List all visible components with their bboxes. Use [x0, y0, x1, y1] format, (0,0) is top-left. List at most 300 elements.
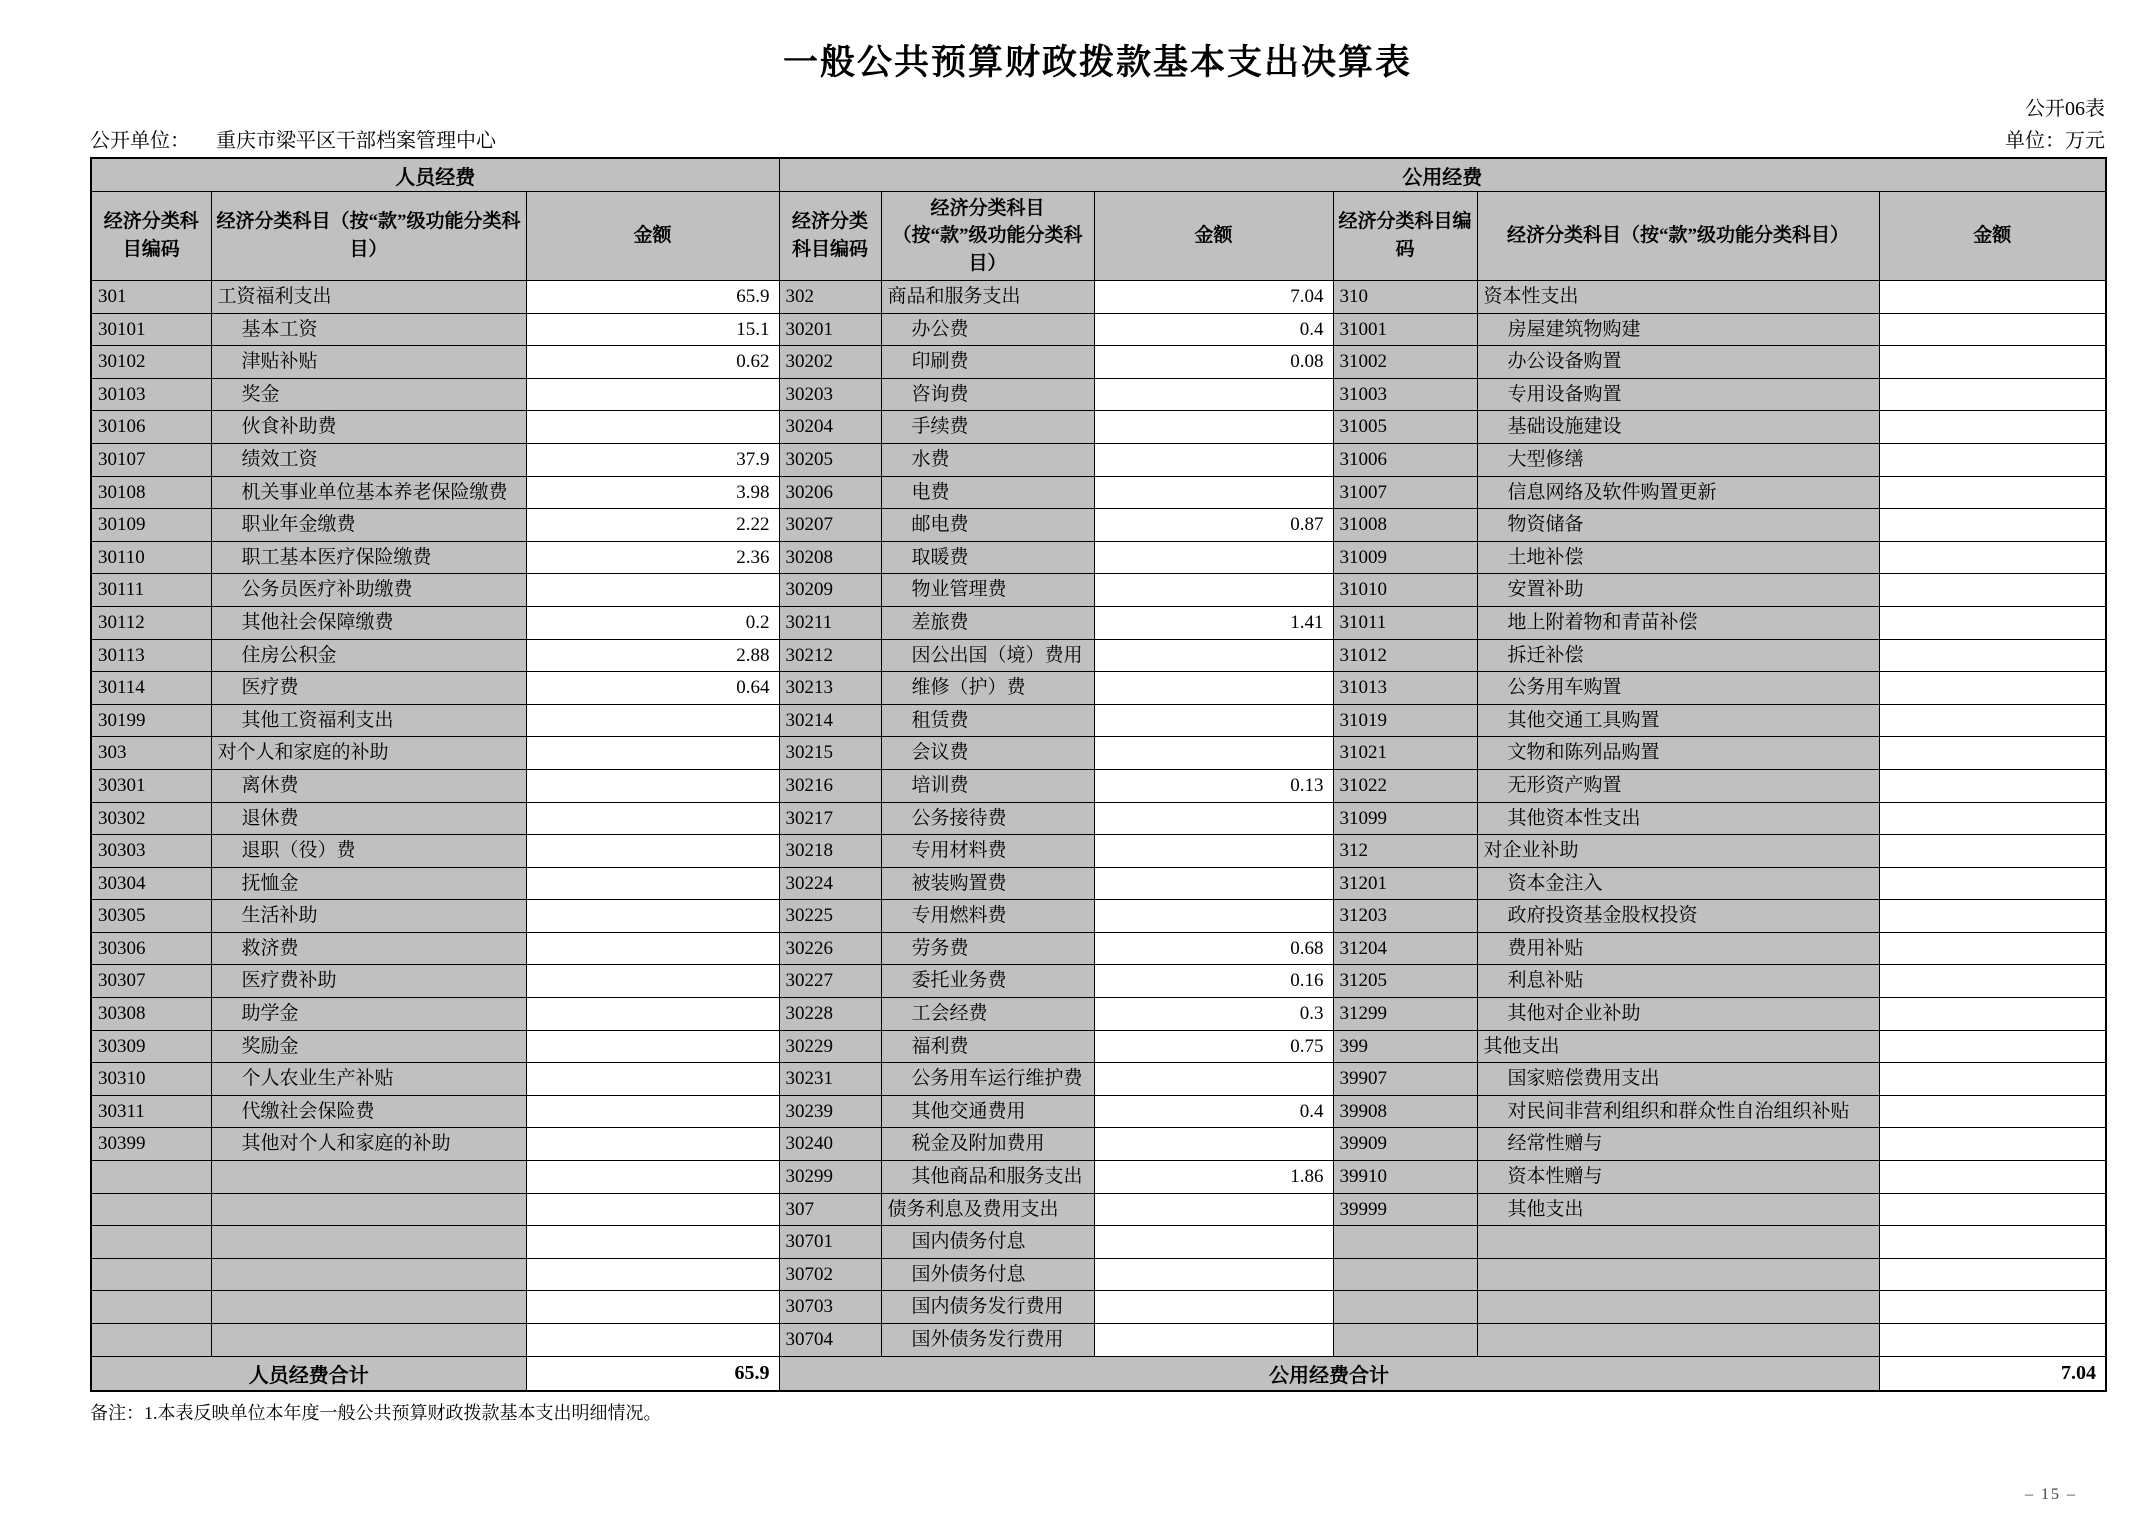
amount-cell: 0.62 — [526, 346, 779, 379]
subject-cell — [1477, 1226, 1879, 1259]
amount-cell — [1879, 606, 2106, 639]
code-cell: 302 — [779, 281, 881, 314]
amount-cell — [1094, 1324, 1333, 1357]
table-row — [91, 378, 2106, 411]
code-cell: 30111 — [91, 574, 211, 607]
code-cell: 30308 — [91, 998, 211, 1031]
table-row — [91, 998, 2106, 1031]
code-cell: 30224 — [779, 867, 881, 900]
code-cell: 30231 — [779, 1063, 881, 1096]
amount-cell — [526, 1324, 779, 1357]
publishing-unit — [90, 124, 496, 153]
amount-cell — [526, 900, 779, 933]
subject-cell: 工资福利支出 — [211, 281, 526, 314]
code-cell: 30310 — [91, 1063, 211, 1096]
subject-cell: 办公设备购置 — [1477, 346, 1879, 379]
subject-cell: 救济费 — [211, 932, 526, 965]
subject-cell: 债务利息及费用支出 — [881, 1193, 1094, 1226]
subject-cell: 其他交通费用 — [881, 1095, 1094, 1128]
subject-cell: 差旅费 — [881, 606, 1094, 639]
subject-cell: 电费 — [881, 476, 1094, 509]
subject-cell: 安置补助 — [1477, 574, 1879, 607]
amount-cell — [1879, 1030, 2106, 1063]
code-cell: 30306 — [91, 932, 211, 965]
table-code: 公开06表 — [2025, 98, 2105, 120]
subject-cell: 职工基本医疗保险缴费 — [211, 541, 526, 574]
code-cell: 30311 — [91, 1095, 211, 1128]
amount-cell: 2.36 — [526, 541, 779, 574]
table-row — [91, 835, 2106, 868]
publishing-unit-label: 公开单位： — [90, 130, 190, 152]
code-cell: 30201 — [779, 313, 881, 346]
amount-cell — [1879, 639, 2106, 672]
code-cell: 30299 — [779, 1161, 881, 1194]
amount-cell: 3.98 — [526, 476, 779, 509]
code-cell: 30704 — [779, 1324, 881, 1357]
code-cell: 31019 — [1333, 704, 1477, 737]
code-cell: 30113 — [91, 639, 211, 672]
amount-cell: 1.41 — [1094, 606, 1333, 639]
subject-cell: 土地补偿 — [1477, 541, 1879, 574]
subject-cell: 利息补贴 — [1477, 965, 1879, 998]
code-cell — [1333, 1291, 1477, 1324]
table-row — [91, 1161, 2106, 1194]
amount-cell — [526, 1193, 779, 1226]
amount-cell — [1879, 378, 2106, 411]
code-cell: 31011 — [1333, 606, 1477, 639]
group-header-row — [91, 158, 2106, 192]
amount-cell — [526, 998, 779, 1031]
amount-cell: 0.68 — [1094, 932, 1333, 965]
subject-cell: 物业管理费 — [881, 574, 1094, 607]
personnel-total-amount: 65.9 — [526, 1356, 779, 1391]
amount-cell — [1094, 704, 1333, 737]
table-row — [91, 313, 2106, 346]
subject-cell: 医疗费 — [211, 672, 526, 705]
amount-cell: 15.1 — [526, 313, 779, 346]
amount-cell — [526, 411, 779, 444]
amount-cell: 1.86 — [1094, 1161, 1333, 1194]
code-cell: 30107 — [91, 443, 211, 476]
amount-cell — [1879, 932, 2106, 965]
subject-cell: 水费 — [881, 443, 1094, 476]
amount-cell — [526, 1291, 779, 1324]
subject-cell: 专用燃料费 — [881, 900, 1094, 933]
code-cell: 30218 — [779, 835, 881, 868]
amount-cell — [1094, 378, 1333, 411]
code-cell: 39909 — [1333, 1128, 1477, 1161]
amount-cell — [1094, 639, 1333, 672]
code-cell: 30399 — [91, 1128, 211, 1161]
amount-cell — [526, 1095, 779, 1128]
amount-cell — [526, 965, 779, 998]
code-cell: 31003 — [1333, 378, 1477, 411]
code-cell: 30207 — [779, 509, 881, 542]
code-cell: 30213 — [779, 672, 881, 705]
table-row — [91, 1030, 2106, 1063]
code-cell: 399 — [1333, 1030, 1477, 1063]
subject-cell — [211, 1291, 526, 1324]
code-cell — [91, 1324, 211, 1357]
code-cell: 31005 — [1333, 411, 1477, 444]
amount-cell: 0.4 — [1094, 313, 1333, 346]
code-cell: 39910 — [1333, 1161, 1477, 1194]
subject-cell: 资本性支出 — [1477, 281, 1879, 314]
code-cell — [91, 1161, 211, 1194]
amount-cell — [1879, 281, 2106, 314]
subject-cell: 医疗费补助 — [211, 965, 526, 998]
table-row — [91, 1063, 2106, 1096]
table-row — [91, 606, 2106, 639]
table-row — [91, 932, 2106, 965]
code-cell: 31299 — [1333, 998, 1477, 1031]
subject-cell: 国内债务付息 — [881, 1226, 1094, 1259]
amount-cell — [526, 574, 779, 607]
subject-cell — [211, 1193, 526, 1226]
col-header-code: 经济分类科目编码 — [779, 192, 881, 281]
code-cell: 30303 — [91, 835, 211, 868]
table-row — [91, 1258, 2106, 1291]
amount-cell — [1094, 737, 1333, 770]
col-header-subject: 经济分类科目（按“款”级功能分类科目） — [1477, 192, 1879, 281]
table-row — [91, 346, 2106, 379]
code-cell: 31201 — [1333, 867, 1477, 900]
code-cell: 30702 — [779, 1258, 881, 1291]
meta-line — [90, 124, 2105, 153]
code-cell: 30108 — [91, 476, 211, 509]
col-header-code: 经济分类科目编码 — [91, 192, 211, 281]
amount-cell — [1879, 1128, 2106, 1161]
code-cell: 30199 — [91, 704, 211, 737]
public-total-label: 公用经费合计 — [779, 1356, 1879, 1391]
subject-cell — [211, 1258, 526, 1291]
code-cell: 31008 — [1333, 509, 1477, 542]
subject-cell: 费用补贴 — [1477, 932, 1879, 965]
code-cell: 30225 — [779, 900, 881, 933]
subject-cell: 劳务费 — [881, 932, 1094, 965]
subject-cell: 其他对企业补助 — [1477, 998, 1879, 1031]
subject-cell: 其他工资福利支出 — [211, 704, 526, 737]
code-cell: 30701 — [779, 1226, 881, 1259]
amount-cell — [1094, 1226, 1333, 1259]
code-cell: 30226 — [779, 932, 881, 965]
subject-cell: 其他对个人和家庭的补助 — [211, 1128, 526, 1161]
subject-cell: 奖金 — [211, 378, 526, 411]
subject-cell: 因公出国（境）费用 — [881, 639, 1094, 672]
amount-cell — [1094, 476, 1333, 509]
amount-cell: 0.75 — [1094, 1030, 1333, 1063]
subject-cell — [1477, 1291, 1879, 1324]
subject-cell: 其他社会保障缴费 — [211, 606, 526, 639]
amount-cell — [1879, 1258, 2106, 1291]
subject-cell: 对个人和家庭的补助 — [211, 737, 526, 770]
amount-cell — [1879, 476, 2106, 509]
subject-cell: 基础设施建设 — [1477, 411, 1879, 444]
subject-cell: 被装购置费 — [881, 867, 1094, 900]
subject-cell: 资本金注入 — [1477, 867, 1879, 900]
subject-cell: 邮电费 — [881, 509, 1094, 542]
amount-cell: 0.2 — [526, 606, 779, 639]
subject-cell: 取暖费 — [881, 541, 1094, 574]
subject-cell: 抚恤金 — [211, 867, 526, 900]
code-cell: 30301 — [91, 769, 211, 802]
subject-cell: 国内债务发行费用 — [881, 1291, 1094, 1324]
subject-cell: 资本性赠与 — [1477, 1161, 1879, 1194]
table-row — [91, 1226, 2106, 1259]
code-cell: 301 — [91, 281, 211, 314]
code-cell — [91, 1258, 211, 1291]
subject-cell: 退职（役）费 — [211, 835, 526, 868]
subject-cell: 房屋建筑物购建 — [1477, 313, 1879, 346]
code-cell: 30103 — [91, 378, 211, 411]
amount-cell — [1879, 1291, 2106, 1324]
code-cell: 31006 — [1333, 443, 1477, 476]
subject-cell: 助学金 — [211, 998, 526, 1031]
amount-cell — [1879, 1063, 2106, 1096]
amount-cell: 7.04 — [1094, 281, 1333, 314]
code-cell: 30106 — [91, 411, 211, 444]
code-cell: 312 — [1333, 835, 1477, 868]
amount-cell: 2.88 — [526, 639, 779, 672]
subject-cell: 生活补助 — [211, 900, 526, 933]
code-cell: 307 — [779, 1193, 881, 1226]
amount-cell — [1094, 1258, 1333, 1291]
subject-cell: 其他交通工具购置 — [1477, 704, 1879, 737]
amount-cell — [526, 704, 779, 737]
code-cell: 30114 — [91, 672, 211, 705]
code-cell: 30239 — [779, 1095, 881, 1128]
subject-cell: 伙食补助费 — [211, 411, 526, 444]
code-cell: 30204 — [779, 411, 881, 444]
code-cell: 30101 — [91, 313, 211, 346]
amount-cell: 0.4 — [1094, 1095, 1333, 1128]
subject-cell: 职业年金缴费 — [211, 509, 526, 542]
amount-cell — [1879, 802, 2106, 835]
group-header-public: 公用经费 — [779, 158, 2106, 192]
subject-cell: 会议费 — [881, 737, 1094, 770]
code-cell: 30703 — [779, 1291, 881, 1324]
amount-cell — [1879, 769, 2106, 802]
subject-cell: 福利费 — [881, 1030, 1094, 1063]
amount-cell — [1094, 900, 1333, 933]
table-row — [91, 900, 2106, 933]
amount-cell — [526, 1128, 779, 1161]
code-cell: 31001 — [1333, 313, 1477, 346]
code-cell — [91, 1291, 211, 1324]
code-cell: 30209 — [779, 574, 881, 607]
amount-cell — [1879, 1095, 2106, 1128]
code-cell: 30208 — [779, 541, 881, 574]
code-cell: 31021 — [1333, 737, 1477, 770]
amount-cell — [1879, 346, 2106, 379]
amount-cell — [1094, 1291, 1333, 1324]
code-cell: 30203 — [779, 378, 881, 411]
subject-cell: 培训费 — [881, 769, 1094, 802]
subject-cell: 其他支出 — [1477, 1030, 1879, 1063]
subject-cell: 工会经费 — [881, 998, 1094, 1031]
subject-cell: 商品和服务支出 — [881, 281, 1094, 314]
code-cell: 30211 — [779, 606, 881, 639]
col-header-subject: 经济分类科目（按“款”级功能分类科目） — [881, 192, 1094, 281]
amount-cell — [1094, 1063, 1333, 1096]
subject-cell: 经常性赠与 — [1477, 1128, 1879, 1161]
amount-cell — [526, 802, 779, 835]
code-cell: 30109 — [91, 509, 211, 542]
amount-cell — [526, 378, 779, 411]
amount-cell — [1879, 900, 2106, 933]
code-cell: 39907 — [1333, 1063, 1477, 1096]
table-row — [91, 737, 2106, 770]
amount-cell — [1094, 411, 1333, 444]
code-cell: 31009 — [1333, 541, 1477, 574]
code-cell: 30212 — [779, 639, 881, 672]
code-cell: 30102 — [91, 346, 211, 379]
subject-cell: 办公费 — [881, 313, 1094, 346]
table-row — [91, 769, 2106, 802]
subject-cell: 维修（护）费 — [881, 672, 1094, 705]
code-cell: 31204 — [1333, 932, 1477, 965]
subject-cell: 对民间非营利组织和群众性自治组织补贴 — [1477, 1095, 1879, 1128]
public-total-amount: 7.04 — [1879, 1356, 2106, 1391]
code-cell: 30307 — [91, 965, 211, 998]
amount-cell — [1879, 574, 2106, 607]
footnote: 备注：1.本表反映单位本年度一般公共预算财政拨款基本支出明细情况。 — [90, 1402, 662, 1423]
code-cell: 30309 — [91, 1030, 211, 1063]
amount-cell — [526, 932, 779, 965]
amount-cell: 0.3 — [1094, 998, 1333, 1031]
amount-cell — [1094, 1128, 1333, 1161]
amount-cell — [1879, 443, 2106, 476]
amount-cell — [1879, 998, 2106, 1031]
subject-cell: 对企业补助 — [1477, 835, 1879, 868]
amount-cell — [526, 1063, 779, 1096]
subject-cell: 大型修缮 — [1477, 443, 1879, 476]
code-cell: 31013 — [1333, 672, 1477, 705]
amount-cell — [526, 867, 779, 900]
subject-cell — [211, 1324, 526, 1357]
amount-cell — [526, 835, 779, 868]
subject-cell: 个人农业生产补贴 — [211, 1063, 526, 1096]
subject-cell: 奖励金 — [211, 1030, 526, 1063]
amount-cell — [526, 1030, 779, 1063]
personnel-total-label: 人员经费合计 — [91, 1356, 526, 1391]
amount-cell — [1879, 737, 2106, 770]
code-cell: 30202 — [779, 346, 881, 379]
amount-cell: 37.9 — [526, 443, 779, 476]
subject-cell: 税金及附加费用 — [881, 1128, 1094, 1161]
code-cell: 30205 — [779, 443, 881, 476]
subject-cell: 绩效工资 — [211, 443, 526, 476]
table-body — [91, 281, 2106, 1357]
col-header-amount: 金额 — [1094, 192, 1333, 281]
amount-cell — [1879, 509, 2106, 542]
amount-cell: 0.13 — [1094, 769, 1333, 802]
subject-cell: 公务用车购置 — [1477, 672, 1879, 705]
subject-cell: 公务员医疗补助缴费 — [211, 574, 526, 607]
subject-cell: 津贴补贴 — [211, 346, 526, 379]
amount-cell: 0.87 — [1094, 509, 1333, 542]
subject-cell — [1477, 1324, 1879, 1357]
amount-cell — [1094, 1193, 1333, 1226]
amount-cell — [1879, 1324, 2106, 1357]
unit-of-measure: 单位：万元 — [2005, 130, 2105, 152]
subject-cell: 公务接待费 — [881, 802, 1094, 835]
table-row — [91, 443, 2106, 476]
subject-cell: 公务用车运行维护费 — [881, 1063, 1094, 1096]
subject-cell: 物资储备 — [1477, 509, 1879, 542]
amount-cell — [1879, 1226, 2106, 1259]
code-cell: 30214 — [779, 704, 881, 737]
column-header-row — [91, 192, 2106, 281]
code-cell: 31012 — [1333, 639, 1477, 672]
subject-cell: 退休费 — [211, 802, 526, 835]
subject-cell: 机关事业单位基本养老保险缴费 — [211, 476, 526, 509]
subject-cell — [211, 1226, 526, 1259]
table-row — [91, 704, 2106, 737]
subject-cell: 其他支出 — [1477, 1193, 1879, 1226]
subject-cell: 地上附着物和青苗补偿 — [1477, 606, 1879, 639]
subject-cell: 租赁费 — [881, 704, 1094, 737]
amount-cell — [1094, 541, 1333, 574]
col-header-subject: 经济分类科目（按“款”级功能分类科目） — [211, 192, 526, 281]
table-row — [91, 476, 2106, 509]
page-number: – 15 – — [2025, 1486, 2077, 1503]
amount-cell — [1094, 574, 1333, 607]
code-cell: 30304 — [91, 867, 211, 900]
code-cell: 31010 — [1333, 574, 1477, 607]
subject-cell: 基本工资 — [211, 313, 526, 346]
table-row — [91, 1095, 2106, 1128]
amount-cell — [1879, 867, 2106, 900]
subject-cell: 文物和陈列品购置 — [1477, 737, 1879, 770]
subject-cell — [1477, 1258, 1879, 1291]
subject-cell: 信息网络及软件购置更新 — [1477, 476, 1879, 509]
col-header-amount: 金额 — [526, 192, 779, 281]
code-cell: 30240 — [779, 1128, 881, 1161]
subject-cell: 无形资产购置 — [1477, 769, 1879, 802]
subject-cell: 其他商品和服务支出 — [881, 1161, 1094, 1194]
report-sheet — [90, 0, 2105, 1425]
subject-cell — [211, 1161, 526, 1194]
code-cell — [91, 1226, 211, 1259]
code-cell: 30215 — [779, 737, 881, 770]
subject-cell: 咨询费 — [881, 378, 1094, 411]
page-title: 一般公共预算财政拨款基本支出决算表 — [782, 43, 1412, 82]
totals-row — [91, 1356, 2106, 1391]
subject-cell: 其他资本性支出 — [1477, 802, 1879, 835]
code-cell: 30112 — [91, 606, 211, 639]
table-row — [91, 1128, 2106, 1161]
amount-cell — [1879, 835, 2106, 868]
table-row — [91, 541, 2106, 574]
table-row — [91, 965, 2106, 998]
amount-cell — [1094, 802, 1333, 835]
code-cell — [1333, 1324, 1477, 1357]
code-cell: 39908 — [1333, 1095, 1477, 1128]
code-cell: 30206 — [779, 476, 881, 509]
expenditure-table — [90, 157, 2107, 1392]
amount-cell — [1879, 965, 2106, 998]
code-cell: 303 — [91, 737, 211, 770]
table-row — [91, 411, 2106, 444]
amount-cell — [526, 1226, 779, 1259]
code-cell — [91, 1193, 211, 1226]
code-cell: 31203 — [1333, 900, 1477, 933]
amount-cell — [1094, 443, 1333, 476]
amount-cell — [1879, 704, 2106, 737]
code-cell: 30227 — [779, 965, 881, 998]
code-cell: 310 — [1333, 281, 1477, 314]
